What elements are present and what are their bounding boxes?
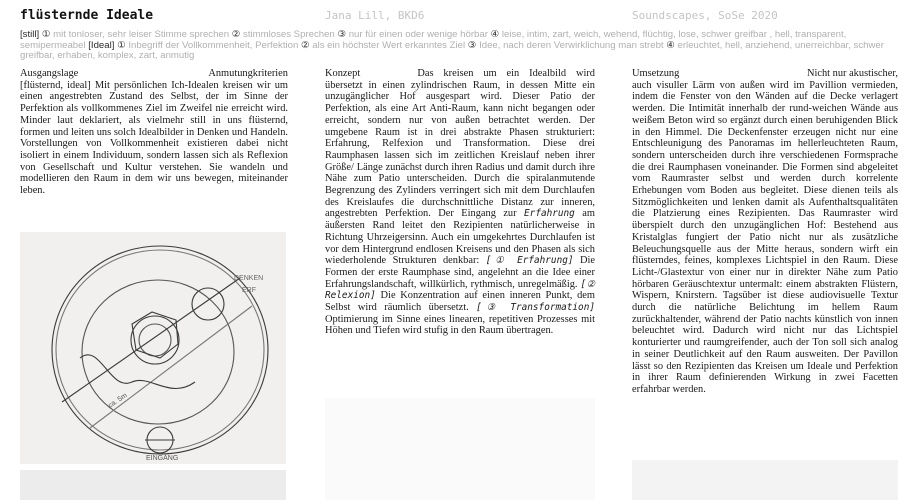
keyword-num: ② [300,39,310,51]
keyword-num: ① [41,29,51,40]
keyword-item: stimmloses Sprechen [243,29,335,40]
keyword-num: ③ [467,39,477,51]
keyword-tag-still: [still] [20,29,40,40]
heading-left: Umsetzung [632,68,680,79]
column-heading [632,68,898,80]
sketch-label-top: DENKEN [234,275,264,282]
keyword-item: erleuchtet, hell, anziehend, unerreichbar, schwer greifbar, erhaben, komplex, zart, anmutig [20,39,884,62]
page-title: flüsternde Ideale [20,8,154,23]
axis-line [62,278,240,402]
keyword-num: ④ [490,29,500,40]
sketch-drawing [20,232,286,464]
body-text: auch visuller Lärm von außen wird im Pavillion vermieden, indem die Fenster von den Wänden auf die Decke verlagert werden. Die Intimität innerhalb der rund-weichen Wände aus weißem Beton wird so ergänzt durch einen beruhigenden Blick in den Himmel. Die Deckenfenster erzeugen nicht nur eine Entschleunigung des Panoramas im hellerleuchteten Raum, sondern unterscheiden durch ihre verschiedenen Formsprache die drei Raumphasen voneinander. Die Formen sind abgeleitet vom Raumraster selbst und werden durch korrelente Erhebungen vom Boden aus begleitet. Diese dienen teils als Sitzmöglichkeiten und lenken damit als Aufenthaltsqualitäten die Platzierung eines Rezipienten. Das Raumraster wird überspielt durch den unzugänglichen Hof: Bestehend aus Kristalglas fungiert der Patio nicht nur als zusätzliche Beleuchungsquelle aus der Mitte heraus, sondern wirft ein flüsterndes, feines, komplexes Lichtspiel in den Raum. Diese Licht-/Glastextur von einer nur in direkter Nähe zum Patio hörbaren Geräuschtextur untermalt: einem abstrakten Flüstern, Wispern, Knirstern. Tagsüber ist diese audiovisuelle Textur durch die natürliche Belichtung im hellem Raum zurückhaltender, während der Patio nachts künstlich von innen beleuchtet wird. Dadurch wird nicht nur das Lichtspiel konturierter und raumgreifender, auch der Ton soll sich analog in seiner Deutlichkeit auf den Raum ausweiten. Der Pavillon lässt so den Rezipienten das Kreisen um Ideale und Perfektion in ihrer Raum definierenden Wirkung in zwei Facetten erfahrbar werden. [632,79,898,395]
intro-text: Das kreisen um ein Idealbild wird übersetzt in einen zylindrischen Raum, in dessen Mitte ein unzugänglicher Hof ausgespart wird. Dieser Patio der Perfektion, als eine Art Anti-Raum, kann nicht begangen oder erreicht, sondern nur von außen betrachtet werden. Der umgebene Raum ist in drei abstrakte Phasen strukturiert: Erfahrung, Relfexion und Transformation. Diese drei Raumphasen lassen sich im zeitlichen Kreislauf neben ihrer Größe/ Länge zunächst durch ihren Radius und damit durch ihre Nähe zum Patio unterscheiden. Durch die spiralanmutende Begrenzung des Zylinders verringert sich mit dem Durchlaufen des Kreislaufes die durchschnittliche Distanz zur inneren, angestrebten Perfektion. Der Eingang zur [325,68,595,220]
phase-2-label: [② Relexion] [325,278,595,302]
column-konzept [325,68,595,337]
heading-left: Ausgangslage [20,68,79,79]
axis-line-2 [90,306,252,428]
keyword-num: ② [231,29,241,40]
hexagon [132,312,178,358]
keyword-num: ① [117,39,126,51]
keyword-tag-ideal: [Ideal] [88,39,115,51]
phase-erfahrung-mono: Erfahrung [524,208,575,220]
phase-3-label: [③ Transformation] [476,302,595,314]
phase-3-text: Optimierung im Sinne eines linearen, repetitiven Prozesses mit Höhen und Tiefen wird stufig in den Raum übertragen. [325,313,595,337]
phase-1-label: [① Erfahrung] [485,255,574,267]
keyword-item: als ein höchster Wert erkanntes Ziel [312,39,466,51]
column-heading [20,68,288,80]
heading-right: Nicht nur akustischer, [806,68,898,79]
keyword-num: ③ [337,29,347,40]
column-ausgangslage [20,68,288,197]
phase-1-text: Die Formen der erste Raumphase sind, angelehnt an die Idee einer Erfahrungslandschaft, willkürlich, rythmisch, unregelmäßig. [325,255,595,290]
keyword-item: nur für einen oder wenige hörbar [348,29,488,40]
sketch-label-entrance: EINGANG [146,455,179,462]
thumbnail-image [632,460,898,500]
sketch-label-top2: ERF [242,287,256,294]
concept-sketch [20,232,286,464]
course-label: Soundscapes, SoSe 2020 [632,9,778,22]
path-curve [80,355,195,389]
heading-left: Konzept [325,68,361,79]
body-text: [flüsternd, ideal] Mit persönlichen Ich-Idealen kreisen wir um einen angestrebten Zustand des Selbst, der im Sinne der Perfektion als vollkommenes Ziel im Zweifel nie erreicht wird. Minder laut deklariert, als vielmehr still in uns flüsternd, formen und leiten uns solch Idealbilder in Denken und Handeln. Vorstellungen von Vollkommenheit existieren dabei nicht isoliert in einem Individuum, sondern lassen sich als Reflexion von Gesellschaft und Kultur verstehen. Sie wandeln und modellieren den Raum in dem wir uns bewegen, miteinander leben. [20,79,288,197]
mid-circle [82,280,234,424]
author-label: Jana Lill, BKD6 [325,9,425,22]
keyword-item: Idee, nach deren Verwirklichung man strebt [479,39,664,51]
thumbnail-image [325,398,595,500]
thumbnail-image [20,470,286,500]
keywords-block [20,30,900,62]
heading-right: Anmutungkriterien [208,68,288,79]
keyword-num: ④ [666,39,675,51]
mid-text: am äußersten Rand leitet den Rezipienten natürlicherweise in Richtung Uhrzeigersinn. Auch ein umgekehrtes Durchlaufen ist vor dem Hintergrund endlosen Kreisens und den Phasen als sich wiederholende Strukturen denkbar: [325,208,595,267]
sketch-label-axis: ca. 5m [107,392,129,410]
phase-2-text: Die Konzentration auf einen inneren Punkt, dem Selbst wird räumlich übersetzt. [325,290,595,314]
keyword-item: leise, intim, zart, weich, wehend, flüchtig, lose, schwer greifbar , hell, transparent, semipermeabel [20,29,847,51]
body-text [325,68,595,337]
column-umsetzung [632,68,898,396]
keyword-item: Inbegriff der Vollkommenheit, Perfektion [128,39,299,51]
keyword-item: mit tonloser, sehr leiser Stimme sprechen [53,29,230,40]
